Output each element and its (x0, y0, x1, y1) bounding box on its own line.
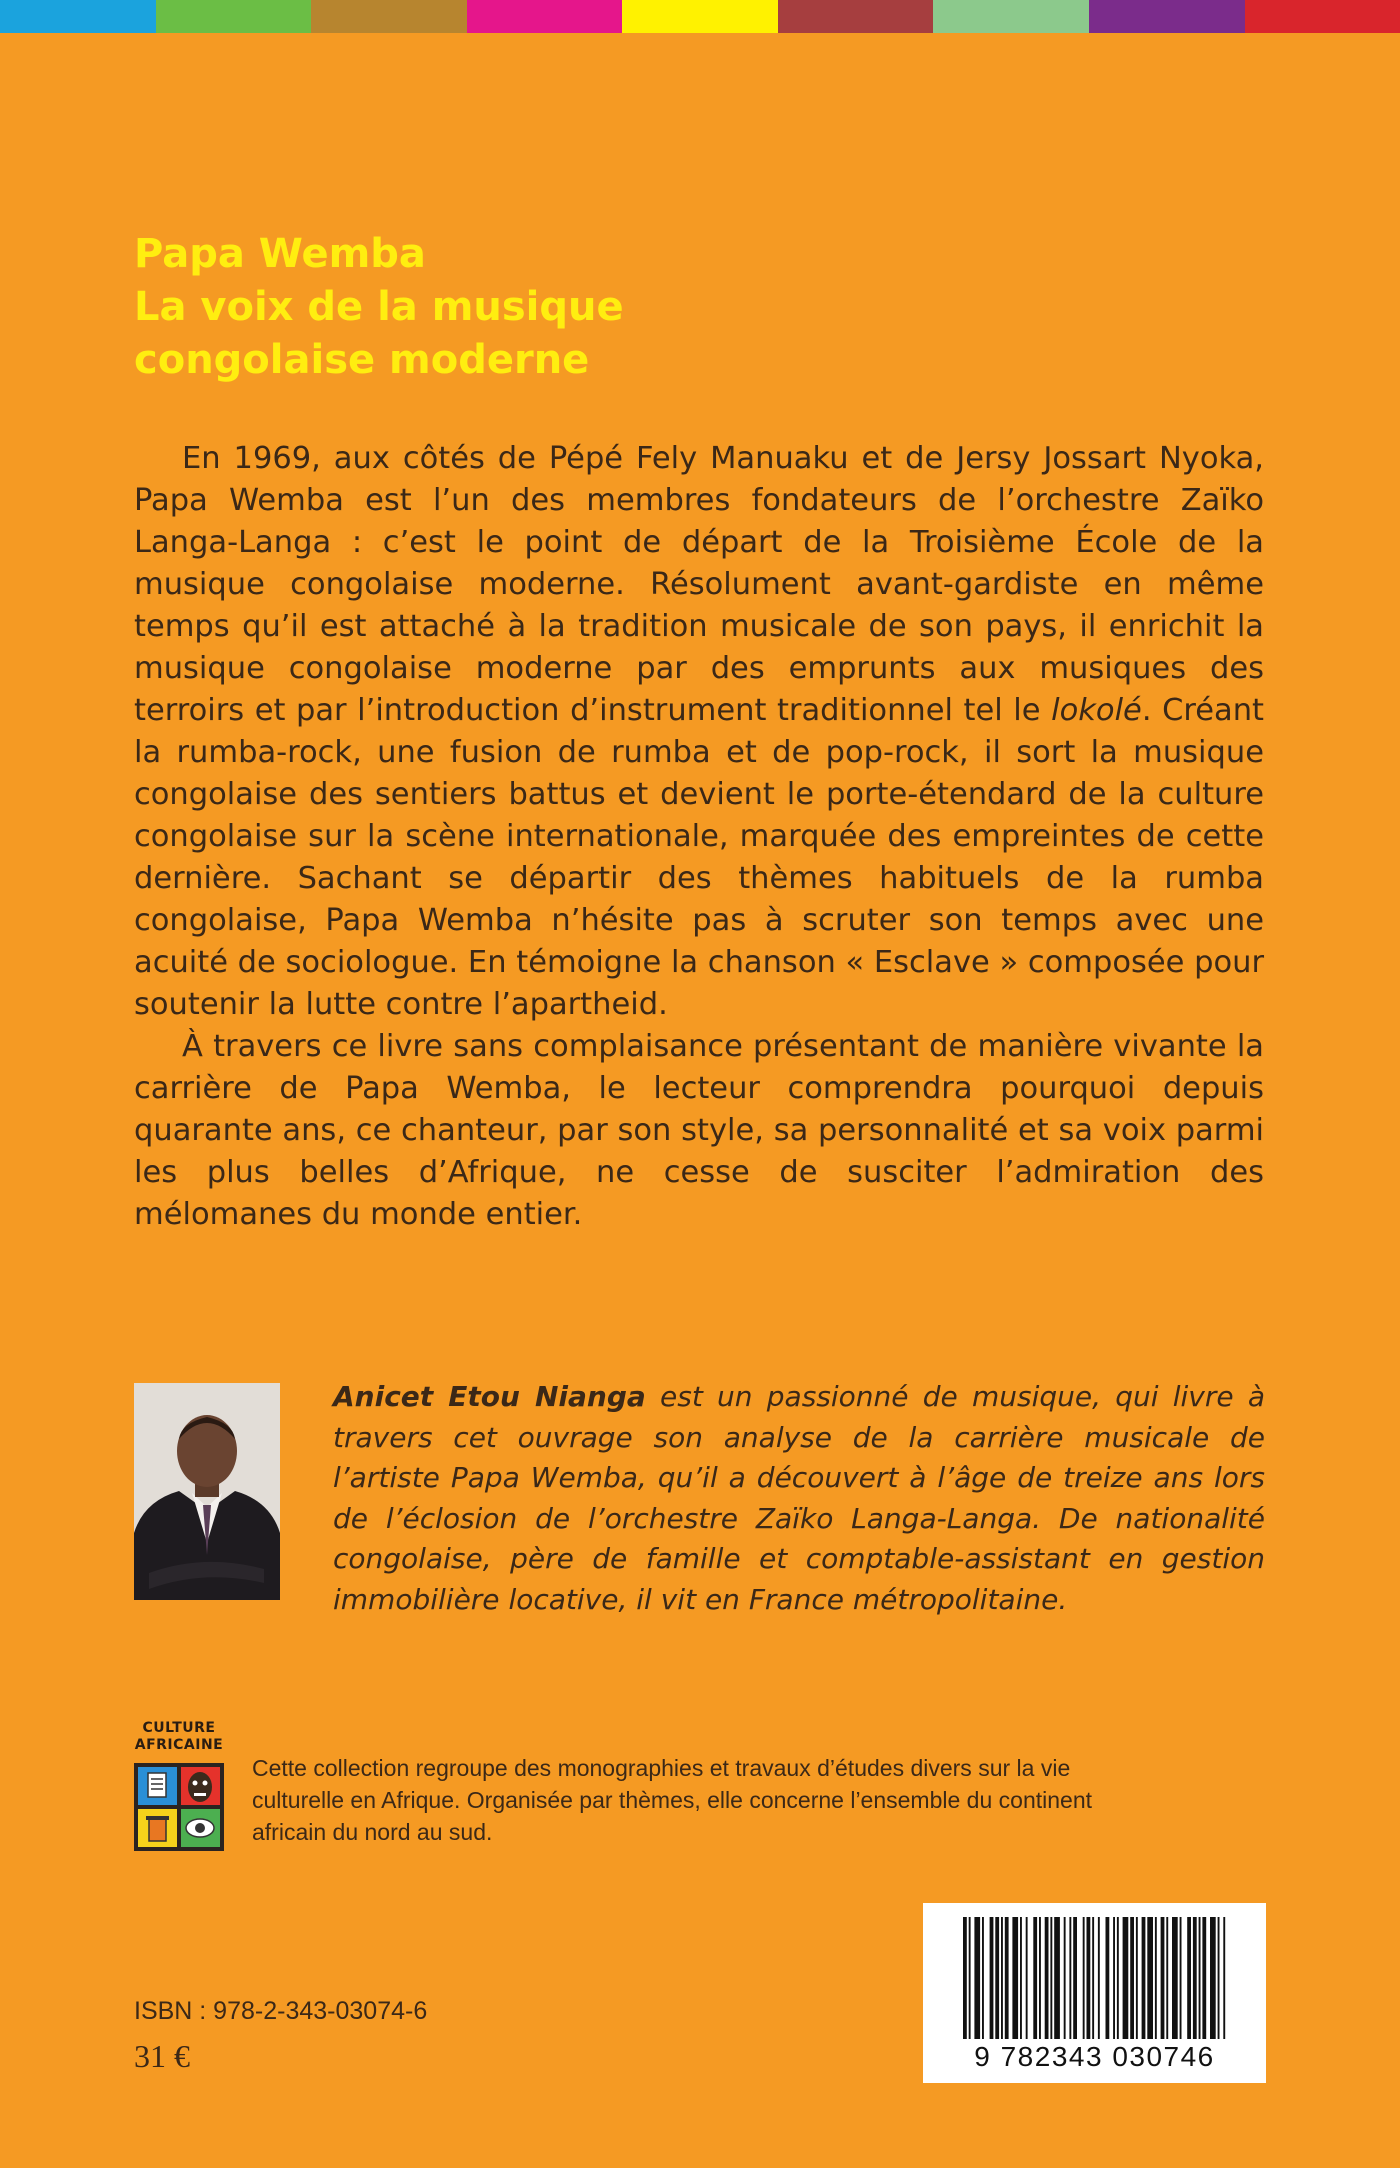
barcode-bar (990, 1917, 994, 2039)
barcode-bar (1202, 1917, 1206, 2039)
collection-label-line-2: AFRICAINE (134, 1737, 224, 1753)
title-line-2: La voix de la musique (134, 284, 624, 330)
barcode-bar (1106, 1917, 1110, 2039)
title-line-3: congolaise moderne (134, 337, 590, 383)
barcode-bar (969, 1917, 971, 2039)
barcode-bar (1050, 1917, 1052, 2039)
color-stripe-2 (156, 0, 312, 33)
barcode-bar (1092, 1917, 1094, 2039)
barcode-bar (1142, 1917, 1146, 2039)
color-stripe-5 (622, 0, 778, 33)
color-stripe-8 (1089, 0, 1245, 33)
color-stripe-7 (933, 0, 1089, 33)
barcode-bar (1210, 1917, 1216, 2039)
summary-p1-part-b: . Créant la rumba-rock, une fusion de rumba et de pop-rock, il sort la musique congolaise des sentiers battus et devient le porte-étendard de la culture congolaise sur la scène internationale, marquée des empreintes de cette dernière. Sachant se départir des thèmes habituels de la rumba congolaise, Papa Wemba n’hésite pas à scruter son temps avec une acuité de sociologue. En témoigne la chanson « Esclave » composée pour soutenir la lutte contre l’apartheid. (134, 693, 1264, 1022)
collection-description: Cette collection regroupe des monographies et travaux d’études divers sur la vie culturelle en Afrique. Organisée par thèmes, elle concerne l’ensemble du continent africain du nord au sud. (252, 1755, 1092, 1845)
barcode-digits: 9 782343 030746 (974, 2041, 1215, 2072)
color-stripe-9 (1245, 0, 1400, 33)
barcode-bar (1123, 1917, 1129, 2039)
barcode-bar (1005, 1917, 1009, 2039)
barcode (923, 1903, 1266, 2083)
summary-paragraph-1 (134, 438, 1264, 1026)
book-title (134, 228, 624, 387)
barcode-bar (1136, 1917, 1138, 2039)
color-stripe-3 (311, 0, 467, 33)
color-stripe-1 (0, 0, 156, 33)
summary-p1-italic: lokolé (1051, 693, 1142, 728)
barcode-bar (1069, 1917, 1071, 2039)
barcode-bar (1039, 1917, 1041, 2039)
barcode-bar (1087, 1917, 1091, 2039)
barcode-bar (1161, 1917, 1165, 2039)
barcode-bar (1218, 1917, 1220, 2039)
color-stripe-4 (467, 0, 623, 33)
barcode-bar (1033, 1917, 1037, 2039)
book-summary (134, 438, 1264, 1236)
barcode-bar (1064, 1917, 1066, 2039)
barcode-bar (982, 1917, 984, 2039)
barcode-bar (1054, 1917, 1060, 2039)
barcode-bar (1172, 1917, 1178, 2039)
barcode-bar (1117, 1917, 1119, 2039)
barcode-bar (1130, 1917, 1134, 2039)
barcode-bar (1073, 1917, 1077, 2039)
author-bio (333, 1377, 1265, 1620)
barcode-bar (1083, 1917, 1085, 2039)
barcode-bar (1193, 1917, 1197, 2039)
collection-logo (134, 1763, 224, 1851)
title-line-1: Papa Wemba (134, 231, 426, 277)
summary-paragraph-2: À travers ce livre sans complaisance présentant de manière vivante la carrière de Papa Wemba, le lecteur comprendra pourquoi depuis quarante ans, ce chanteur, par son style, sa personnalité et sa voix parmi les plus belles d’Afrique, ne cesse de susciter l’admiration des mélomanes du monde entier. (134, 1029, 1264, 1232)
author-bio-text: est un passionné de musique, qui livre à travers cet ouvrage son analyse de la carrière musicale de l’artiste Papa Wemba, qu’il a découvert à l’âge de treize ans lors de l’éclosion de l’orchestre Zaïko Langa-Langa. De nationalité congolaise, père de famille et comptable-assistant en gestion immobilière locative, il vit en France métropolitaine. (333, 1380, 1265, 1616)
barcode-bar (1026, 1917, 1028, 2039)
barcode-bar (1180, 1917, 1182, 2039)
barcode-bar (995, 1917, 999, 2039)
author-name: Anicet Etou Nianga (333, 1380, 646, 1413)
barcode-bar (1155, 1917, 1157, 2039)
barcode-bar (1187, 1917, 1191, 2039)
barcode-bar (1166, 1917, 1168, 2039)
summary-p1-part-a: En 1969, aux côtés de Pépé Fely Manuaku et de Jersy Jossart Nyoka, Papa Wemba est l’un des membres fondateurs de l’orchestre Zaïko Langa-Langa : c’est le point de départ de la Troisième École de la musique congolaise moderne. Résolument avant-gardiste en même temps qu’il est attaché à la tradition musicale de son pays, il enrichit la musique congolaise moderne par des emprunts aux musiques des terroirs et par l’introduction d’instrument traditionnel tel le (134, 441, 1264, 728)
author-photo (134, 1383, 280, 1600)
barcode-bar (1223, 1917, 1225, 2039)
barcode-bars (923, 1903, 1266, 2043)
barcode-bar (1012, 1917, 1018, 2039)
color-stripe-6 (778, 0, 934, 33)
barcode-bar (1098, 1917, 1100, 2039)
barcode-bar (974, 1917, 980, 2039)
barcode-bar (1147, 1917, 1153, 2039)
barcode-bar (963, 1917, 967, 2039)
color-stripe-bar (0, 0, 1400, 33)
collection-label-line-1: CULTURE (142, 1720, 216, 1736)
barcode-bar (1113, 1917, 1115, 2039)
barcode-bar (1001, 1917, 1003, 2039)
barcode-bar (1045, 1917, 1049, 2039)
barcode-bar (1199, 1917, 1201, 2039)
isbn: ISBN : 978-2-343-03074-6 (134, 1997, 428, 2025)
price: 31 € (134, 2038, 190, 2074)
barcode-bar (1020, 1917, 1022, 2039)
collection-label (134, 1720, 224, 1754)
